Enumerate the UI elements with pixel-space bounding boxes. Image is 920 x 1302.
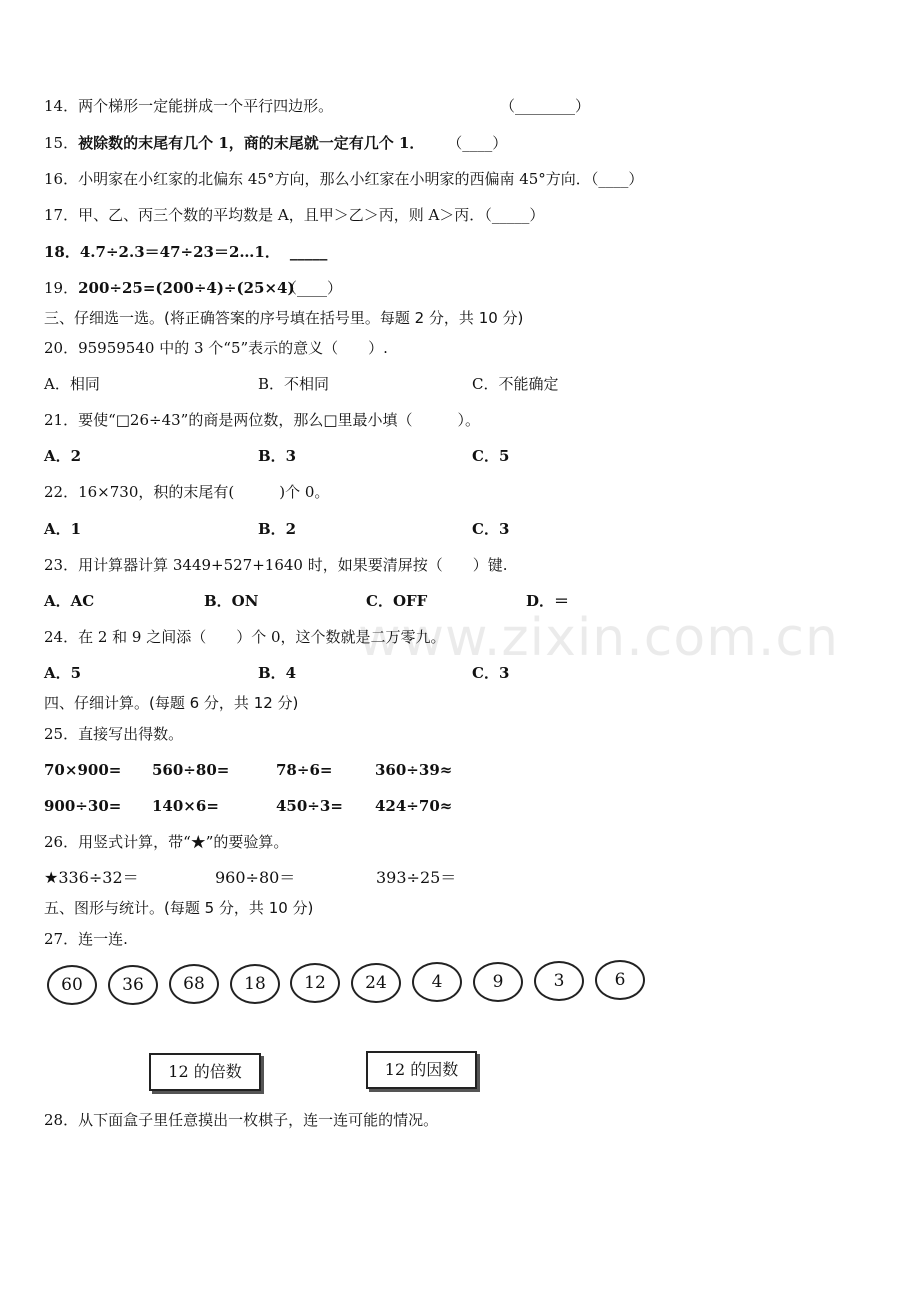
q21-option-c[interactable]: C．5: [472, 447, 510, 465]
question-text: 两个梯形一定能拼成一个平行四边形。: [78, 97, 334, 115]
question-text: 200÷25=(200÷4)÷(25×4): [78, 279, 295, 297]
q21-option-b[interactable]: B．3: [258, 447, 297, 465]
calc-item: 450÷3=: [276, 797, 343, 815]
q24-option-b[interactable]: B．4: [258, 664, 297, 682]
question-22: 22．16×730，积的末尾有( )个 0。: [44, 483, 330, 501]
number-circle[interactable]: 24: [351, 963, 401, 1003]
question-25: 25．直接写出得数。: [44, 725, 184, 743]
question-28: 28．从下面盒子里任意摸出一枚棋子，连一连可能的情况。: [44, 1111, 439, 1129]
number-circle[interactable]: 3: [534, 961, 584, 1001]
question-16: [44, 169, 643, 189]
factors-of-12-box[interactable]: 12 的因数: [366, 1051, 477, 1089]
calc-item: 78÷6=: [276, 761, 333, 779]
answer-blank-15[interactable]: （____）: [447, 134, 508, 152]
number-circle[interactable]: 68: [169, 964, 219, 1004]
q23-option-b[interactable]: B．ON: [204, 592, 259, 610]
calc-item: 560÷80=: [152, 761, 230, 779]
question-23: 23．用计算器计算 3449+527+1640 时，如果要清屏按（ ）键.: [44, 556, 508, 574]
number-circle[interactable]: 36: [108, 965, 158, 1005]
answer-blank-14[interactable]: （________）: [500, 97, 591, 115]
vertical-calc-item: 393÷25＝: [376, 868, 457, 887]
question-number: 17．: [44, 206, 79, 224]
question-text: 4.7÷2.3＝47÷23＝2…1．: [79, 243, 280, 261]
answer-blank-16[interactable]: （____）: [590, 170, 644, 188]
multiples-of-12-box[interactable]: 12 的倍数: [149, 1053, 261, 1091]
number-circle[interactable]: 60: [47, 965, 97, 1005]
number-circle[interactable]: 18: [230, 964, 280, 1004]
question-21: 21．要使“□26÷43”的商是两位数，那么□里最小填（ ）。: [44, 411, 481, 429]
question-text: 甲、乙、丙三个数的平均数是 A，且甲＞乙＞丙，则 A＞丙．: [78, 206, 485, 224]
q23-option-c[interactable]: C．OFF: [366, 592, 428, 610]
q21-option-a[interactable]: A．2: [44, 447, 82, 465]
question-text: 小明家在小红家的北偏东 45°方向，那么小红家在小明家的西偏南 45°方向．: [78, 170, 591, 188]
question-number: 15．: [44, 134, 79, 152]
number-circle[interactable]: 9: [473, 962, 523, 1002]
vertical-calc-item: ★336÷32＝: [44, 868, 139, 887]
question-number: 19．: [44, 279, 79, 297]
answer-blank-18[interactable]: _____: [289, 243, 328, 261]
question-number: 18．: [44, 243, 80, 261]
section-3-heading: 三、仔细选一选。(将正确答案的序号填在括号里。每题 2 分，共 10 分): [44, 309, 524, 327]
number-circle[interactable]: 12: [290, 963, 340, 1003]
q22-option-c[interactable]: C．3: [472, 520, 510, 538]
question-number: 16．: [44, 170, 79, 188]
section-5-heading: 五、图形与统计。(每题 5 分，共 10 分): [44, 899, 314, 917]
q22-option-a[interactable]: A．1: [44, 520, 82, 538]
question-18: [44, 242, 327, 262]
q24-option-a[interactable]: A．5: [44, 664, 82, 682]
calc-item: 900÷30=: [44, 797, 122, 815]
calc-item: 424÷70≈: [375, 797, 453, 815]
question-24: 24．在 2 和 9 之间添（ ）个 0，这个数就是二万零九。: [44, 628, 446, 646]
q22-option-b[interactable]: B．2: [258, 520, 297, 538]
calc-item: 140×6=: [152, 797, 219, 815]
q23-option-d[interactable]: D．＝: [526, 592, 570, 610]
question-17: [44, 205, 544, 225]
calc-item: 360÷39≈: [375, 761, 453, 779]
q20-option-a[interactable]: A．相同: [44, 375, 100, 393]
section-4-heading: 四、仔细计算。(每题 6 分，共 12 分): [44, 694, 299, 712]
number-circle[interactable]: 6: [595, 960, 645, 1000]
question-27: 27．连一连.: [44, 930, 128, 948]
q23-option-a[interactable]: A．AC: [44, 592, 95, 610]
vertical-calc-item: 960÷80＝: [215, 868, 296, 887]
question-20: 20．95959540 中的 3 个“5”表示的意义（ ）.: [44, 339, 388, 357]
question-15: [44, 133, 507, 153]
q20-option-c[interactable]: C．不能确定: [472, 375, 559, 393]
calc-item: 70×900=: [44, 761, 122, 779]
question-text: 被除数的末尾有几个 1，商的末尾就一定有几个 1．: [78, 134, 425, 152]
number-circle[interactable]: 4: [412, 962, 462, 1002]
q24-option-c[interactable]: C．3: [472, 664, 510, 682]
question-number: 14．: [44, 97, 79, 115]
watermark: www.zixin.com.cn: [358, 608, 839, 668]
question-19: [44, 278, 295, 298]
question-14: [44, 96, 333, 116]
question-26: 26．用竖式计算，带“★”的要验算。: [44, 833, 289, 851]
answer-blank-19[interactable]: （____）: [282, 279, 343, 297]
answer-blank-17[interactable]: （_____）: [484, 206, 545, 224]
q20-option-b[interactable]: B．不相同: [258, 375, 330, 393]
